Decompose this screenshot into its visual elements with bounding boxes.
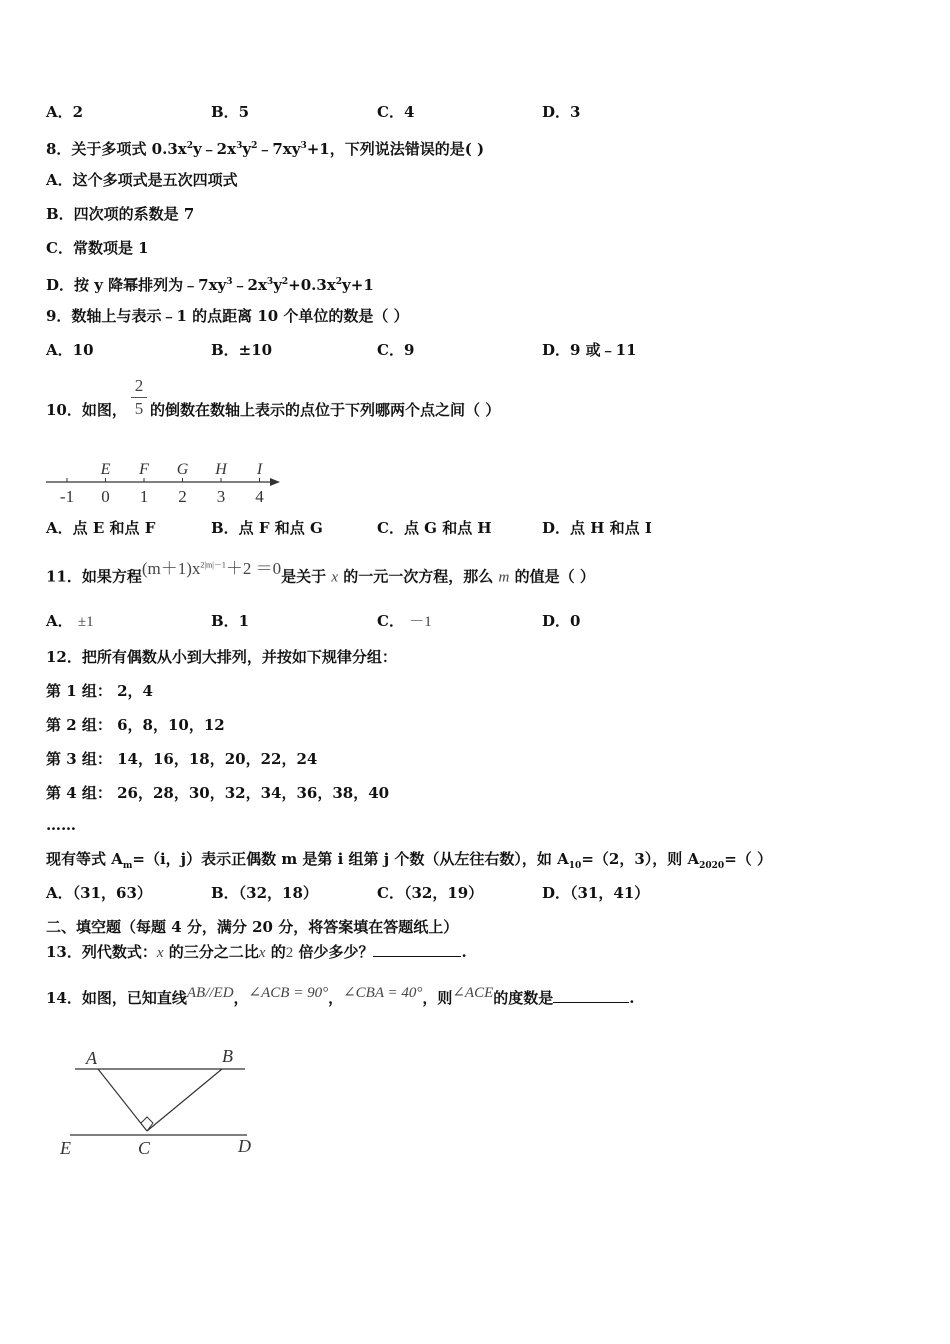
segment-bc <box>147 1069 222 1131</box>
axis-point-label: G <box>176 461 189 478</box>
q12-rule: 现有等式 $A_m=(i$，j）表示正偶数 m 是第 i 组第 j 个数（从左往右数），如 $A_{10}=(2$，3），则 $A_{2020}=$（ ） <box>46 850 772 871</box>
q12-group-3: 第 3 组： 14，16，18，20，22，24 <box>46 750 318 768</box>
q12-ellipsis: …… <box>46 816 76 834</box>
q11-option-b: B．1 <box>211 612 250 630</box>
q12-option-b: B．（32，18） <box>211 884 318 902</box>
q13-answer-blank[interactable] <box>373 956 461 957</box>
q9-option-c: C．9 <box>377 341 415 359</box>
parallel-lines-figure <box>50 1040 280 1170</box>
section-heading-fill-in: 二、填空题（每题 4 分，满分 20 分，将答案填在答题纸上） <box>46 918 459 936</box>
label-c: C <box>138 1138 151 1158</box>
number-line-figure <box>40 448 290 510</box>
q7-option-d: D．3 <box>542 103 581 121</box>
q14-stem: 14．如图，已知直线AB//ED，∠ACB = 90°，∠CBA = 40°，则∠ACE的度数是 . <box>46 985 635 1007</box>
q13-stem: 13．列代数式：x 的三分之二比x 的2 倍少多少？ . <box>46 943 467 961</box>
q11-stem: 11．如果方程$(m+1)x^{2|m|-1}+2 =0$是关于 x 的一元一次方程，那么 m 的值是（ ） <box>46 558 595 586</box>
fraction-denominator: 5 <box>134 399 144 418</box>
q7-option-a: A．2 <box>46 103 84 121</box>
axis-point-label: I <box>256 461 263 478</box>
label-a: A <box>86 1048 97 1068</box>
axis-tick-label: 1 <box>139 487 149 506</box>
q9-stem: 9．数轴上与表示﹣1 的点距离 10 个单位的数是（ ） <box>46 307 409 325</box>
fraction-bar <box>131 397 147 398</box>
axis-tick-label: -1 <box>59 487 75 506</box>
q8-option-b: B．四次项的系数是 7 <box>46 205 195 223</box>
q10-option-c: C．点 G 和点 H <box>377 519 492 537</box>
segment-ac <box>98 1069 147 1131</box>
label-e: E <box>60 1138 71 1158</box>
q12-group-2: 第 2 组： 6，8，10，12 <box>46 716 225 734</box>
q10-fraction <box>131 376 147 419</box>
label-b: B <box>222 1046 233 1066</box>
axis-point-label: E <box>100 461 111 478</box>
q11-option-c: C． －1 <box>377 612 432 630</box>
axis-tick-label: 2 <box>178 487 187 506</box>
q10-number: 10．如图， <box>46 401 127 419</box>
q12-group-4: 第 4 组： 26，28，30，32，34，36，38，40 <box>46 784 390 802</box>
q7-option-c: C．4 <box>377 103 415 121</box>
q9-option-b: B．±10 <box>211 341 273 359</box>
q8-stem: 8．关于多项式 $0.3x^2y﹣2x^3y^2﹣7xy^3+1$，下列说法错误的是( ) <box>46 140 485 158</box>
q10-stem: 的倒数在数轴上表示的点位于下列哪两个点之间（ ） <box>150 401 501 419</box>
q12-stem: 12．把所有偶数从小到大排列，并按如下规律分组： <box>46 648 397 666</box>
label-d: D <box>238 1136 251 1156</box>
q12-option-c: C．（32，19） <box>377 884 484 902</box>
q12-option-d: D．（31，41） <box>542 884 650 902</box>
axis-tick-label: 0 <box>101 487 110 506</box>
axis-point-label: F <box>139 461 149 478</box>
right-angle-mark <box>141 1117 153 1131</box>
q8-option-a: A．这个多项式是五次四项式 <box>46 171 238 189</box>
number-line-arrow <box>270 478 280 486</box>
q9-option-a: A．10 <box>46 341 94 359</box>
q12-option-a: A．（31，63） <box>46 884 152 902</box>
q14-answer-blank[interactable] <box>553 1002 629 1003</box>
q10-option-b: B．点 F 和点 G <box>211 519 323 537</box>
axis-tick-label: 4 <box>255 487 264 506</box>
q7-option-b: B．5 <box>211 103 250 121</box>
q10-option-d: D．点 H 和点 I <box>542 519 652 537</box>
q9-option-d: D．9 或﹣11 <box>542 341 637 359</box>
q8-option-c: C．常数项是 1 <box>46 239 149 257</box>
fraction-numerator: 2 <box>134 376 144 395</box>
axis-tick-label: 3 <box>216 487 226 506</box>
q11-option-a: A． ±1 <box>46 612 94 630</box>
q10-option-a: A．点 E 和点 F <box>46 519 156 537</box>
q8-option-d: D．按 y 降幂排列为$﹣7xy^3﹣2x^3y^2+0.3x^2y+1$ <box>46 276 374 294</box>
axis-point-label: H <box>215 461 227 478</box>
q11-option-d: D．0 <box>542 612 581 630</box>
q12-group-1: 第 1 组： 2，4 <box>46 682 153 700</box>
q11-equation: $(m+1)x^{2|m|-1}+2 =0$ <box>141 558 282 578</box>
